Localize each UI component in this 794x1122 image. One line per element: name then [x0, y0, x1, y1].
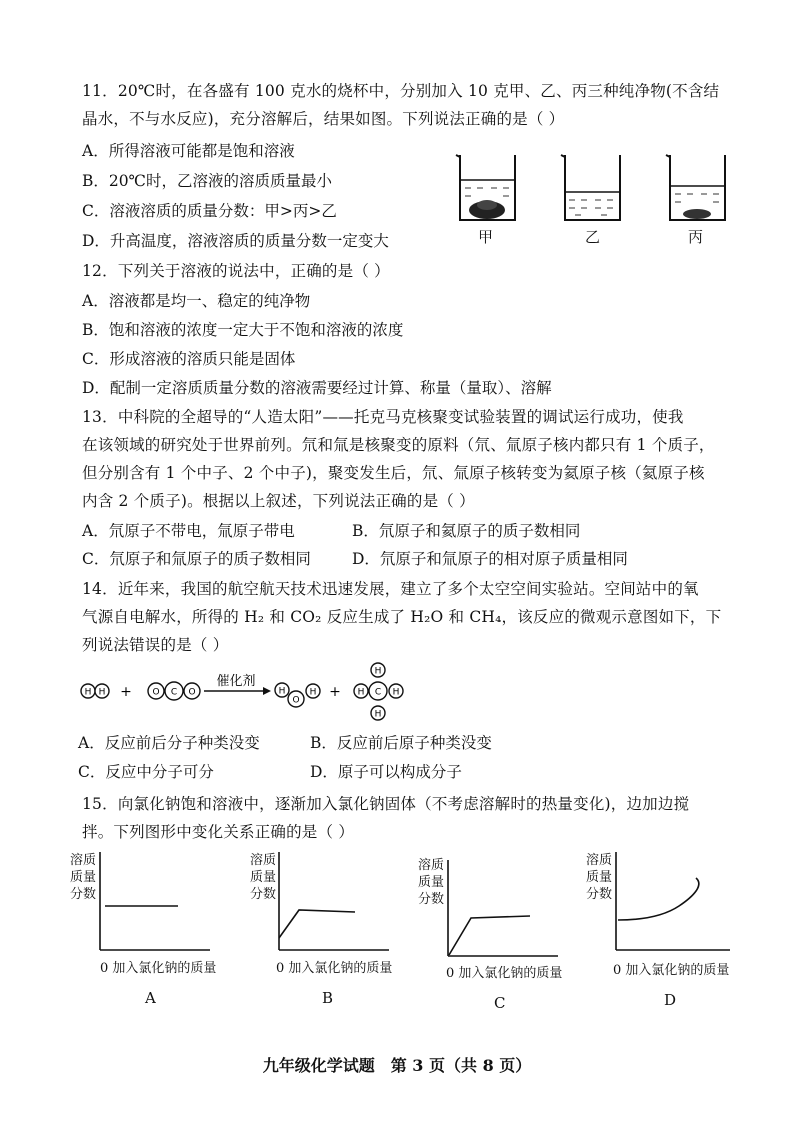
plus-sign: + — [120, 684, 132, 700]
chart-b-ylabel: 溶质 质量 分数 — [250, 853, 277, 902]
beaker-label-bing: 丙 — [688, 228, 704, 246]
beaker-bing — [666, 155, 725, 220]
q11-option-a[interactable]: A．所得溶液可能都是饱和溶液 — [82, 142, 295, 160]
atom-o: O — [152, 687, 160, 698]
atom-o: O — [292, 695, 300, 706]
chart-a-letter[interactable]: A — [145, 989, 156, 1007]
reaction-diagram — [78, 658, 418, 728]
page-footer: 九年级化学试题 第 3 页（共 8 页） — [262, 1056, 532, 1075]
atom-h: H — [278, 686, 286, 697]
chart-b-xlabel: 0 加入氯化钠的质量 — [276, 961, 393, 976]
q11-option-d[interactable]: D．升高温度，溶液溶质的质量分数一定变大 — [82, 232, 389, 250]
chart-d-series — [618, 878, 699, 920]
beaker-label-yi: 乙 — [585, 228, 601, 246]
q13-stem-line3: 但分别含有 1 个中子、2 个中子)，聚变发生后，氘、氚原子核转变为氦原子核（氦原子核 — [82, 464, 705, 482]
q13-option-b[interactable]: B．氘原子和氦原子的质子数相同 — [352, 522, 581, 540]
q14-stem-line1: 14．近年来，我国的航空航天技术迅速发展，建立了多个太空空间实验站。空间站中的氧 — [82, 580, 699, 598]
atom-h: H — [98, 687, 106, 698]
plus-sign: + — [329, 684, 341, 700]
catalyst-label: 催化剂 — [216, 674, 256, 689]
atom-h: H — [392, 687, 400, 698]
chart-d-xlabel: 0 加入氯化钠的质量 — [613, 963, 730, 978]
q12-option-c[interactable]: C．形成溶液的溶质只能是固体 — [82, 350, 296, 368]
chart-c-letter[interactable]: C — [494, 994, 506, 1012]
atom-h: H — [357, 687, 365, 698]
q12-option-d[interactable]: D．配制一定溶质质量分数的溶液需要经过计算、称量（量取）、溶解 — [82, 379, 552, 397]
q12-stem: 12．下列关于溶液的说法中，正确的是（ ） — [82, 262, 390, 280]
q11-option-c[interactable]: C．溶液溶质的质量分数：甲>丙>乙 — [82, 202, 337, 220]
q13-stem-line2: 在该领域的研究处于世界前列。氘和氚是核聚变的原料（氘、氚原子核内都只有 1 个质子， — [82, 436, 715, 454]
q15-stem-line1: 15．向氯化钠饱和溶液中，逐渐加入氯化钠固体（不考虑溶解时的热量变化)，边加边搅 — [82, 795, 690, 813]
q13-option-d[interactable]: D．氘原子和氚原子的相对原子质量相同 — [352, 550, 628, 568]
q14-stem-line3: 列说法错误的是（ ） — [82, 636, 229, 654]
q12-option-b[interactable]: B．饱和溶液的浓度一定大于不饱和溶液的浓度 — [82, 321, 404, 339]
q14-option-b[interactable]: B．反应前后原子种类没变 — [310, 734, 492, 752]
chart-c-ylabel: 溶质 质量 分数 — [418, 858, 445, 907]
q13-stem-line1: 13．中科院的全超导的“人造太阳”——托克马克核聚变试验装置的调试运行成功，使我 — [82, 408, 684, 426]
atom-o: O — [188, 687, 196, 698]
atom-c: C — [170, 687, 178, 698]
chart-a — [98, 850, 218, 960]
chart-c-series — [449, 916, 530, 955]
q14-stem-line2: 气源自电解水，所得的 H₂ 和 CO₂ 反应生成了 H₂O 和 CH₄，该反应的微观示意图如下，下 — [82, 608, 722, 626]
atom-h: H — [374, 666, 382, 677]
q11-stem-line1: 11．20℃时，在各盛有 100 克水的烧杯中，分别加入 10 克甲、乙、丙三种纯净物(不含结 — [82, 82, 720, 100]
atom-h: H — [84, 687, 92, 698]
chart-b — [277, 850, 397, 960]
q13-stem-line4: 内含 2 个质子)。根据以上叙述，下列说法正确的是（ ） — [82, 492, 475, 510]
q15-stem-line2: 拌。下列图形中变化关系正确的是（ ） — [82, 823, 355, 841]
chart-c — [446, 858, 566, 968]
chart-d-letter[interactable]: D — [664, 991, 677, 1009]
q14-option-a[interactable]: A．反应前后分子种类没变 — [78, 734, 260, 752]
chart-c-xlabel: 0 加入氯化钠的质量 — [446, 966, 563, 981]
chart-a-ylabel: 溶质 质量 分数 — [70, 853, 97, 902]
beaker-label-jia: 甲 — [478, 228, 494, 246]
chart-d-ylabel: 溶质 质量 分数 — [586, 853, 613, 902]
atom-h: H — [309, 687, 317, 698]
q11-option-b[interactable]: B．20℃时，乙溶液的溶质质量最小 — [82, 172, 332, 190]
chart-b-letter[interactable]: B — [322, 989, 334, 1007]
beaker-jia — [456, 155, 515, 220]
q11-stem-line2: 晶水，不与水反应)，充分溶解后，结果如图。下列说法正确的是（ ） — [82, 110, 565, 128]
q14-option-d[interactable]: D．原子可以构成分子 — [310, 763, 462, 781]
atom-c: C — [374, 687, 382, 698]
chart-d — [614, 850, 744, 960]
q12-option-a[interactable]: A．溶液都是均一、稳定的纯净物 — [82, 292, 311, 310]
q13-option-c[interactable]: C．氘原子和氚原子的质子数相同 — [82, 550, 311, 568]
beaker-yi — [561, 155, 620, 220]
chart-a-xlabel: 0 加入氯化钠的质量 — [100, 961, 217, 976]
chart-b-series — [279, 910, 355, 938]
q14-option-c[interactable]: C．反应中分子可分 — [78, 763, 214, 781]
beakers-figure — [455, 150, 755, 250]
q13-option-a[interactable]: A．氘原子不带电，氚原子带电 — [82, 522, 295, 540]
atom-h: H — [374, 709, 382, 720]
